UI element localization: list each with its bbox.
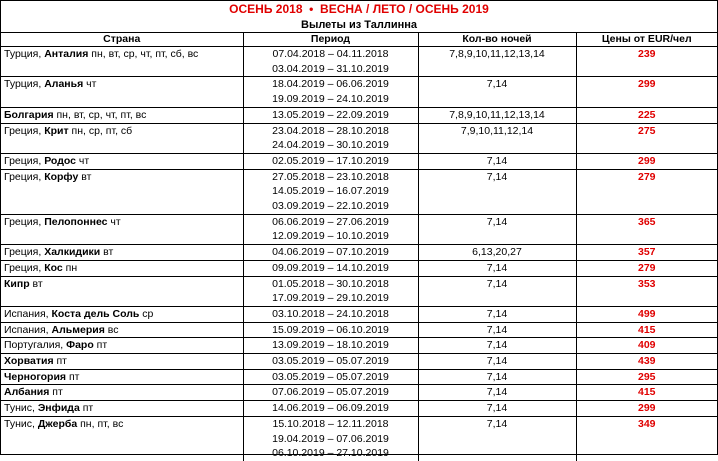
column-header-price: Цены от EUR/чел [576, 33, 717, 47]
departure-days: пт [93, 339, 108, 352]
destination-cell [1, 260, 243, 276]
country-prefix: Тунис, [4, 417, 38, 430]
destination-name: Аланья [44, 78, 84, 91]
country-prefix: Тунис, [4, 402, 38, 415]
destination-cell [1, 153, 243, 169]
nights-cell: 7,14 [418, 354, 576, 370]
departure-days: вт [29, 277, 43, 290]
period-cell [243, 354, 418, 370]
table-body [1, 47, 717, 461]
table-row [1, 214, 717, 244]
destination-name: Хорватия [4, 355, 54, 368]
period-cell [243, 322, 418, 338]
period-cell [243, 77, 418, 107]
destination-cell [1, 354, 243, 370]
destination-name: Фаро [66, 339, 94, 352]
period-range: 24.04.2019 – 30.10.2019 [272, 139, 389, 152]
price-cell: 415 [576, 322, 717, 338]
table-row [1, 276, 717, 306]
price-cell: 279 [576, 260, 717, 276]
period-range: 14.05.2019 – 16.07.2019 [272, 185, 389, 198]
nights-cell: 7,14 [418, 153, 576, 169]
country-prefix: Греция, [4, 154, 45, 167]
period-range: 03.10.2018 – 24.10.2018 [272, 307, 389, 320]
table-row [1, 260, 717, 276]
period-range: 18.04.2019 – 06.06.2019 [272, 78, 389, 91]
table-row [1, 401, 717, 417]
price-cell: 275 [576, 123, 717, 153]
departure-days: ср [139, 307, 154, 320]
nights-cell: 7,14 [418, 369, 576, 385]
nights-cell: 7,8,9,10,11,12,13,14 [418, 47, 576, 77]
sheet-title: ОСЕНЬ 2018 • ВЕСНА / ЛЕТО / ОСЕНЬ 2019 [229, 2, 489, 16]
period-cell [243, 107, 418, 123]
header-row [1, 33, 717, 47]
price-table [1, 33, 717, 461]
period-range: 06.10.2019 – 27.10.2019 [272, 447, 389, 460]
price-cell: 299 [576, 77, 717, 107]
price-cell: 499 [576, 306, 717, 322]
destination-cell [1, 306, 243, 322]
column-header-period: Период [243, 33, 418, 47]
destination-cell [1, 276, 243, 306]
period-cell [243, 369, 418, 385]
departure-days: чт [83, 78, 97, 91]
country-prefix: Греция, [4, 215, 45, 228]
destination-cell [1, 245, 243, 261]
period-range: 02.05.2019 – 17.10.2019 [272, 154, 389, 167]
departure-days: пн, вт, ср, чт, пт, вс [53, 108, 147, 121]
destination-cell [1, 214, 243, 244]
destination-name: Родос [44, 154, 76, 167]
country-prefix: Испания, [4, 323, 52, 336]
price-cell: 357 [576, 245, 717, 261]
column-header-country: Страна [1, 33, 243, 47]
nights-cell: 6,13,20,27 [418, 245, 576, 261]
period-cell [243, 214, 418, 244]
table-row [1, 107, 717, 123]
departure-days: пт [49, 386, 63, 399]
period-range: 13.05.2019 – 22.09.2019 [272, 108, 389, 121]
departure-days: вт [100, 246, 114, 259]
period-cell [243, 47, 418, 77]
period-cell [243, 276, 418, 306]
departure-days: пн, пт, вс [77, 417, 124, 430]
period-range: 07.04.2018 – 04.11.2018 [272, 48, 389, 60]
country-prefix: Греция, [4, 261, 45, 274]
price-cell: 365 [576, 214, 717, 244]
country-prefix: Турция, [4, 48, 45, 60]
country-prefix: Турция, [4, 78, 45, 91]
table-row [1, 169, 717, 214]
price-cell: 409 [576, 338, 717, 354]
destination-name: Крит [44, 124, 69, 137]
destination-name: Албания [4, 386, 50, 399]
nights-cell: 7,14 [418, 416, 576, 461]
period-range: 15.10.2018 – 12.11.2018 [272, 417, 389, 430]
country-prefix: Греция, [4, 170, 45, 183]
nights-cell: 7,14 [418, 276, 576, 306]
destination-cell [1, 322, 243, 338]
departure-days: вс [104, 323, 119, 336]
nights-cell: 7,14 [418, 260, 576, 276]
period-range: 03.04.2019 – 31.10.2019 [272, 62, 389, 75]
destination-cell [1, 338, 243, 354]
table-row [1, 47, 717, 77]
period-range: 07.06.2019 – 05.07.2019 [272, 386, 389, 399]
table-row [1, 338, 717, 354]
period-cell [243, 401, 418, 417]
period-range: 12.09.2019 – 10.10.2019 [272, 230, 389, 243]
period-range: 17.09.2019 – 29.10.2019 [272, 292, 389, 305]
nights-cell: 7,14 [418, 322, 576, 338]
nights-cell: 7,14 [418, 306, 576, 322]
period-cell [243, 123, 418, 153]
destination-cell [1, 416, 243, 461]
table-row [1, 77, 717, 107]
departure-days: пт [79, 402, 94, 415]
destination-name: Джерба [37, 417, 78, 430]
destination-name: Анталия [44, 48, 89, 60]
table-row [1, 416, 717, 461]
nights-cell: 7,14 [418, 77, 576, 107]
destination-name: Халкидики [44, 246, 101, 259]
destination-name: Альмерия [51, 323, 105, 336]
period-range: 19.09.2019 – 24.10.2019 [272, 93, 389, 106]
period-range: 23.04.2018 – 28.10.2018 [272, 124, 389, 137]
table-row [1, 385, 717, 401]
table-row [1, 369, 717, 385]
period-range: 09.09.2019 – 14.10.2019 [272, 261, 389, 274]
table-row [1, 123, 717, 153]
destination-cell [1, 77, 243, 107]
destination-cell [1, 401, 243, 417]
price-cell: 225 [576, 107, 717, 123]
destination-name: Кос [44, 261, 63, 274]
table-row [1, 245, 717, 261]
nights-cell: 7,14 [418, 401, 576, 417]
destination-name: Пелопоннес [44, 215, 108, 228]
nights-cell: 7,14 [418, 338, 576, 354]
period-cell [243, 416, 418, 461]
departure-days: пн, вт, ср, чт, пт, сб, вс [88, 48, 199, 60]
price-cell: 239 [576, 47, 717, 77]
country-prefix: Греция, [4, 124, 45, 137]
nights-cell: 7,14 [418, 214, 576, 244]
period-cell [243, 260, 418, 276]
departure-days: пн [62, 261, 78, 274]
period-cell [243, 169, 418, 214]
departure-days: чт [107, 215, 121, 228]
price-cell: 279 [576, 169, 717, 214]
destination-name: Корфу [44, 170, 79, 183]
price-cell: 415 [576, 385, 717, 401]
destination-name: Энфида [37, 402, 80, 415]
destination-name: Черногория [4, 370, 67, 383]
nights-cell: 7,14 [418, 169, 576, 214]
period-range: 03.05.2019 – 05.07.2019 [272, 355, 389, 368]
destination-cell [1, 385, 243, 401]
period-cell [243, 153, 418, 169]
period-range: 14.06.2019 – 06.09.2019 [272, 402, 389, 415]
column-header-nights: Кол-во ночей [418, 33, 576, 47]
period-cell [243, 306, 418, 322]
table-row [1, 153, 717, 169]
table-row [1, 322, 717, 338]
destination-name: Болгария [4, 108, 54, 121]
table-row [1, 354, 717, 370]
destination-cell [1, 123, 243, 153]
nights-cell: 7,9,10,11,12,14 [418, 123, 576, 153]
price-cell: 439 [576, 354, 717, 370]
price-cell: 299 [576, 401, 717, 417]
departure-days: вт [78, 170, 92, 183]
period-cell [243, 385, 418, 401]
country-prefix: Португалия, [4, 339, 67, 352]
period-range: 01.05.2018 – 30.10.2018 [272, 277, 389, 290]
period-range: 13.09.2019 – 18.10.2019 [272, 339, 389, 352]
country-prefix: Греция, [4, 246, 45, 259]
departure-days: пт [53, 355, 67, 368]
departure-days: пн, ср, пт, сб [68, 124, 133, 137]
destination-cell [1, 107, 243, 123]
table-row [1, 306, 717, 322]
period-range: 15.09.2019 – 06.10.2019 [272, 323, 389, 336]
sheet-subtitle: Вылеты из Таллинна [1, 18, 717, 33]
period-cell [243, 338, 418, 354]
nights-cell: 7,8,9,10,11,12,13,14 [418, 107, 576, 123]
departure-days: пт [66, 370, 80, 383]
period-cell [243, 245, 418, 261]
period-range: 19.04.2019 – 07.06.2019 [272, 432, 389, 445]
price-cell: 353 [576, 276, 717, 306]
price-cell: 295 [576, 369, 717, 385]
period-range: 03.05.2019 – 05.07.2019 [272, 370, 389, 383]
country-prefix: Испания, [4, 307, 52, 320]
period-range: 04.06.2019 – 07.10.2019 [272, 246, 389, 259]
period-range: 03.09.2019 – 22.10.2019 [272, 200, 389, 213]
destination-name: Коста дель Соль [51, 307, 140, 320]
price-cell: 349 [576, 416, 717, 461]
price-cell: 299 [576, 153, 717, 169]
destination-cell [1, 169, 243, 214]
destination-cell [1, 47, 243, 77]
departure-days: чт [76, 154, 90, 167]
period-range: 06.06.2019 – 27.06.2019 [272, 215, 389, 228]
destination-name: Кипр [4, 277, 30, 290]
destination-cell [1, 369, 243, 385]
period-range: 27.05.2018 – 23.10.2018 [272, 170, 389, 183]
nights-cell: 7,14 [418, 385, 576, 401]
